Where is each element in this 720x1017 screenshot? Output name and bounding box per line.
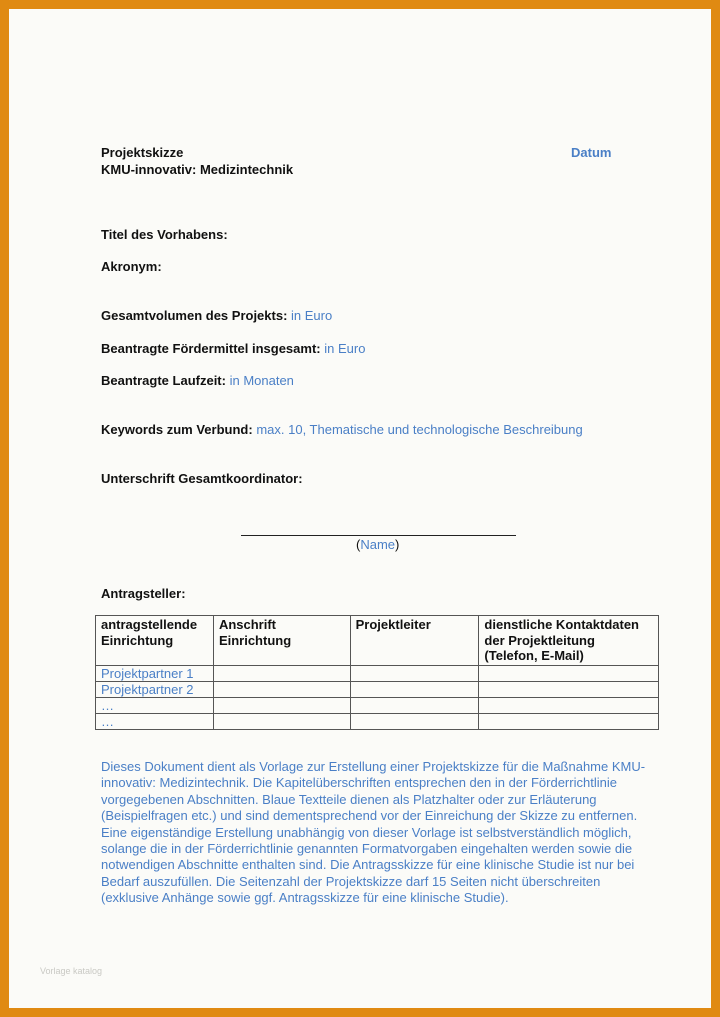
column-header-line: Anschrift <box>218 617 276 632</box>
table-cell[interactable] <box>479 681 659 697</box>
column-header-line: dienstliche Kontaktdaten <box>484 617 639 632</box>
foerdermittel-field[interactable] <box>101 341 365 356</box>
table-row <box>96 665 659 681</box>
unterschrift-field <box>101 471 303 486</box>
laufzeit-value[interactable]: in Monaten <box>229 373 294 388</box>
laufzeit-field[interactable] <box>101 373 294 388</box>
table-cell[interactable] <box>350 697 479 713</box>
gesamtvolumen-label: Gesamtvolumen des Projekts: <box>101 308 288 323</box>
column-header-einrichtung <box>96 616 214 666</box>
table-cell[interactable]: … <box>96 697 214 713</box>
gesamtvolumen-field[interactable] <box>101 308 332 323</box>
column-header-anschrift <box>213 616 350 666</box>
table-cell[interactable]: Projektpartner 1 <box>96 665 214 681</box>
column-header-line: antragstellende <box>101 617 198 632</box>
table-cell[interactable] <box>479 713 659 729</box>
signature-name <box>356 537 399 553</box>
date-placeholder[interactable]: Datum <box>571 145 612 160</box>
signature-close-paren: ) <box>395 537 400 552</box>
table-cell[interactable] <box>350 665 479 681</box>
table-cell[interactable] <box>213 665 350 681</box>
signature-open-paren: ( <box>356 537 361 552</box>
laufzeit-label: Beantragte Laufzeit: <box>101 373 226 388</box>
keywords-field[interactable] <box>101 422 583 437</box>
unterschrift-label: Unterschrift Gesamtkoordinator: <box>101 471 303 486</box>
keywords-label: Keywords zum Verbund: <box>101 422 253 437</box>
watermark: Vorlage katalog <box>40 966 103 976</box>
table-cell[interactable] <box>350 713 479 729</box>
document-title: Projektskizze <box>101 145 184 160</box>
column-header-line: der Projektleitung <box>484 632 595 648</box>
table-row <box>96 681 659 697</box>
column-header-line: Projektleiter <box>355 617 431 632</box>
antragsteller-label: Antragsteller: <box>101 586 186 601</box>
antragsteller-heading <box>101 586 186 601</box>
column-header-projektleiter <box>350 616 479 666</box>
table-cell[interactable] <box>213 681 350 697</box>
antragsteller-table <box>95 615 659 730</box>
column-header-line: (Telefon, E-Mail) <box>484 648 584 663</box>
column-header-line: Einrichtung <box>101 632 174 648</box>
signature-name-placeholder[interactable]: Name <box>360 537 396 552</box>
foerdermittel-value[interactable]: in Euro <box>324 341 366 356</box>
table-header-row <box>96 616 659 666</box>
document-page <box>9 9 711 1008</box>
akronym-field[interactable] <box>101 259 162 274</box>
table-row <box>96 713 659 729</box>
document-subtitle: KMU-innovativ: Medizintechnik <box>101 162 294 177</box>
column-header-kontaktdaten <box>479 616 659 666</box>
titel-label: Titel des Vorhabens: <box>101 227 228 242</box>
titel-field[interactable] <box>101 227 228 242</box>
table-cell[interactable]: … <box>96 713 214 729</box>
table-cell[interactable] <box>350 681 479 697</box>
description-paragraph: Dieses Dokument dient als Vorlage zur Erstellung einer Projektskizze für die Maßnahme KMU-innovativ: Medizintechnik. Die Kapitelüberschriften entsprechen den in der Förderrichtlinie vorgegebenen Abschnitten. Blaue Textteile dienen als Platzhalter oder zur Erläuterung (Beispielfragen etc.) und sind dementsprechend vor der Einreichung der Skizze zu entfernen. Eine eigenständige Erstellung unabhängig von dieser Vorlage ist selbstverständlich möglich, solange die in der Förderrichtlinie genannten Formatvorgaben eingehalten werden sowie die notwendigen Abschnitte enthalten sind. Die Antragsskizze für eine klinische Studie ist nur bei Bedarf auszufüllen. Die Seitenzahl der Projektskizze darf 15 Seiten nicht überschreiten (exklusive Anhänge sowie ggf. Antragsskizze für eine klinische Studie). <box>101 759 646 906</box>
column-header-line: Einrichtung <box>218 632 292 648</box>
keywords-value[interactable]: max. 10, Thematische und technologische Beschreibung <box>256 422 583 437</box>
foerdermittel-label: Beantragte Fördermittel insgesamt: <box>101 341 321 356</box>
table-cell[interactable] <box>213 697 350 713</box>
table-cell[interactable] <box>479 665 659 681</box>
table-row <box>96 697 659 713</box>
table-cell[interactable]: Projektpartner 2 <box>96 681 214 697</box>
akronym-label: Akronym: <box>101 259 162 274</box>
table-cell[interactable] <box>479 697 659 713</box>
table-cell[interactable] <box>213 713 350 729</box>
signature-line[interactable] <box>241 535 516 536</box>
gesamtvolumen-value[interactable]: in Euro <box>291 308 333 323</box>
